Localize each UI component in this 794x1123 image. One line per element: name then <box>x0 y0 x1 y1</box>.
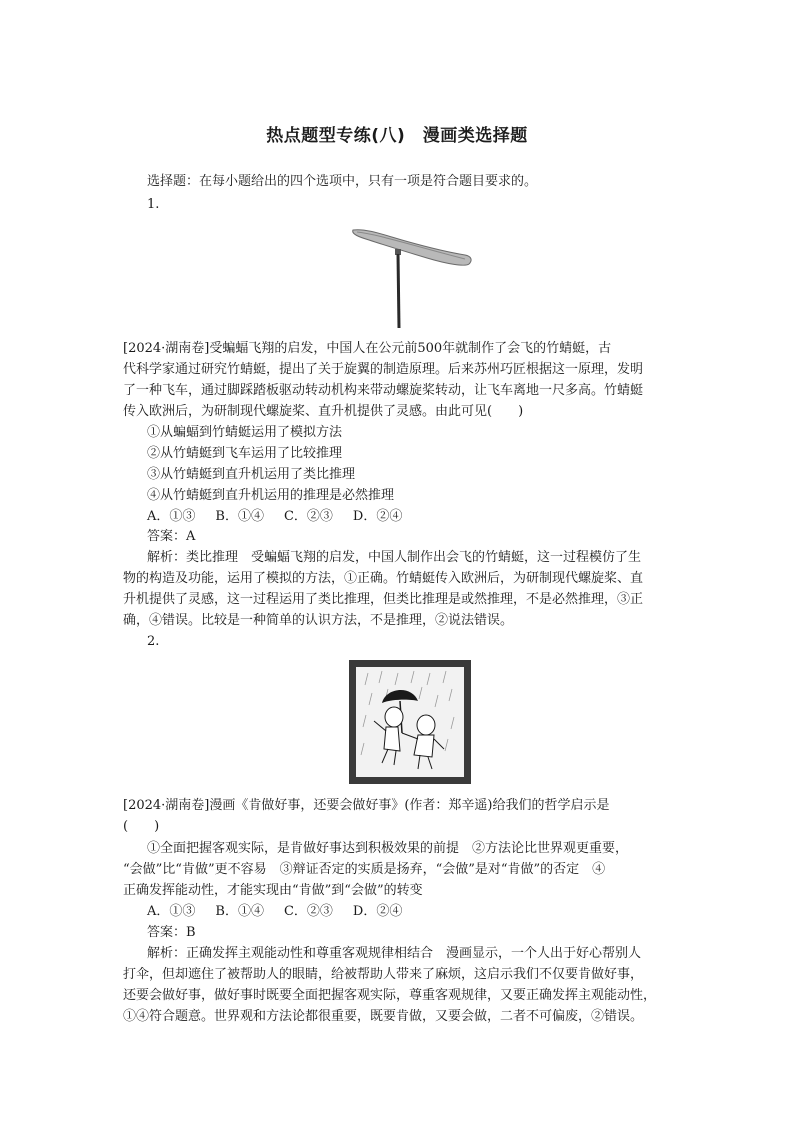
question-2-options <box>147 902 422 922</box>
option-a[interactable]: A．①③ <box>147 509 196 524</box>
question-1-analysis-line: 确，④错误。比较是一种简单的认识方法，不是推理，②说法错误。 <box>123 613 514 628</box>
question-2-stem-line: [2024·湖南卷]漫画《肯做好事，还要会做好事》(作者：郑辛遥)给我们的哲学启示是 <box>123 798 610 813</box>
question-1-statement: ③从竹蜻蜓到直升机运用了类比推理 <box>147 467 356 482</box>
question-2-statement: 正确发挥能动性，才能实现由“肯做”到“会做”的转变 <box>123 883 423 898</box>
option-b[interactable]: B．①④ <box>215 509 264 524</box>
question-1-statement: ①从蝙蝠到竹蜻蜓运用了模拟方法 <box>147 425 343 440</box>
question-1-statement: ②从竹蜻蜓到飞车运用了比较推理 <box>147 446 343 461</box>
question-1-stem-line: 传入欧洲后，为研制现代螺旋桨、直升机提供了灵感。由此可见( ) <box>123 404 524 419</box>
option-c[interactable]: C．②③ <box>283 509 333 524</box>
question-2-analysis-line: 打伞，但却遮住了被帮助人的眼睛，给被帮助人带来了麻烦，这启示我们不仅要肯做好事， <box>123 967 644 982</box>
question-1-analysis-line: 物的构造及功能，运用了模拟的方法，①正确。竹蜻蜓传入欧洲后，为研制现代螺旋桨、直 <box>123 571 644 586</box>
umbrella-cartoon-image <box>348 659 472 785</box>
question-1-stem-line: 了一种飞车，通过脚踩踏板驱动转动机构来带动螺旋桨转动，让飞车离地一尺多高。竹蜻蜓 <box>123 383 644 398</box>
option-b[interactable]: B．①④ <box>215 904 264 919</box>
question-2-analysis-line: 还要会做好事，做好事时既要全面把握客观实际，尊重客观规律，又要正确发挥主观能动性， <box>123 988 657 1003</box>
question-2-answer: 答案：B <box>147 925 196 940</box>
instruction: 选择题：在每小题给出的四个选项中，只有一项是符合题目要求的。 <box>147 174 538 189</box>
question-1-answer: 答案：A <box>147 529 196 544</box>
question-1-stem-line: 代科学家通过研究竹蜻蜓，提出了关于旋翼的制造原理。后来苏州巧匠根据这一原理，发明 <box>123 362 644 377</box>
question-2-analysis-line: ①④符合题意。世界观和方法论都很重要，既要肯做，又要会做，二者不可偏废，②错误。 <box>123 1009 644 1024</box>
question-1-analysis-line: 解析：类比推理 受蝙蝠飞翔的启发，中国人制作出会飞的竹蜻蜓，这一过程模仿了生 <box>147 550 642 565</box>
option-d[interactable]: D．②④ <box>352 509 403 524</box>
question-1-analysis-line: 升机提供了灵感，这一过程运用了类比推理，但类比推理是或然推理，不是必然推理，③正 <box>123 592 644 607</box>
question-2-statement: “会做”比“肯做”更不容易 ③辩证否定的实质是扬弃，“会做”是对“肯做”的否定 ④ <box>123 862 606 877</box>
bamboo-dragonfly-image <box>347 222 477 332</box>
question-2-stem-line: ( ) <box>123 819 160 834</box>
question-2-analysis-line: 解析：正确发挥主观能动性和尊重客观规律相结合 漫画显示，一个人出于好心帮别人 <box>147 946 642 961</box>
question-1-number: 1. <box>147 197 160 212</box>
question-1-options <box>147 507 422 527</box>
question-2-statement: ①全面把握客观实际，是肯做好事达到积极效果的前提 ②方法论比世界观更重要， <box>147 841 629 856</box>
option-a[interactable]: A．①③ <box>147 904 196 919</box>
page-title: 热点题型专练(八) 漫画类选择题 <box>266 126 528 146</box>
question-1-stem-line: [2024·湖南卷]受蝙蝠飞翔的启发，中国人在公元前500年就制作了会飞的竹蜻蜓，古 <box>123 341 612 356</box>
question-2-number: 2. <box>147 634 160 649</box>
question-1-statement: ④从竹蜻蜓到直升机运用的推理是必然推理 <box>147 488 395 503</box>
option-d[interactable]: D．②④ <box>352 904 403 919</box>
option-c[interactable]: C．②③ <box>283 904 333 919</box>
